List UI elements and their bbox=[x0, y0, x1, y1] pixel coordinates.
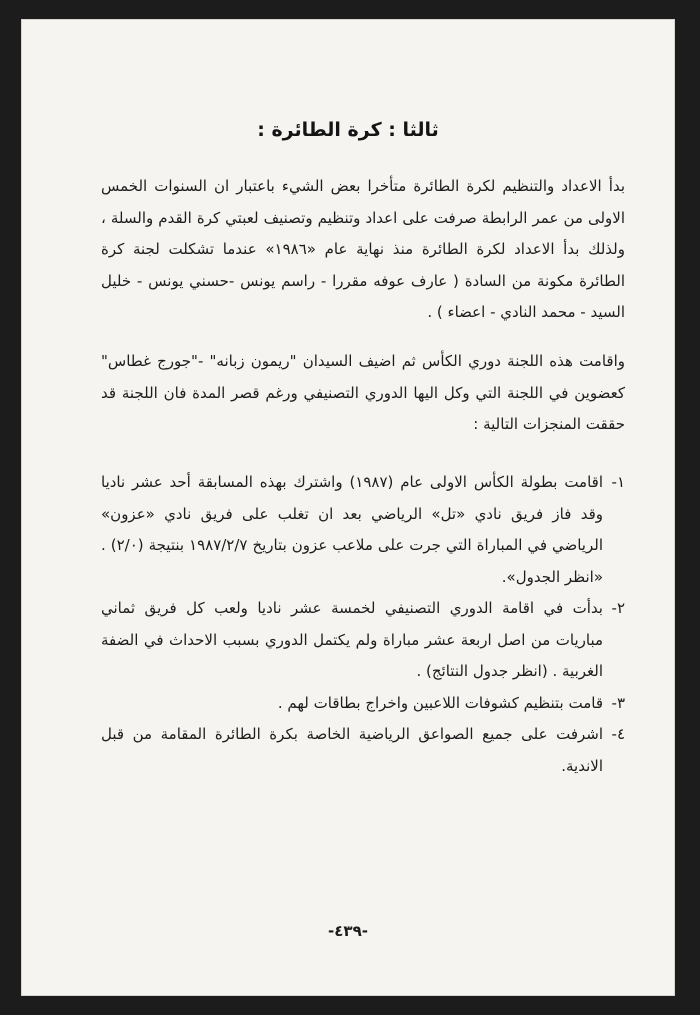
page-number: -٤٣٩- bbox=[328, 922, 368, 940]
paragraph-intro: بدأ الاعداد والتنظيم لكرة الطائرة متأخرا بعض الشيء باعتبار ان السنوات الخمس الاولى من عمر الرابطة صرفت على اعداد وتنظيم وتصنيف لعبتي كرة القدم والسلة ، ولذلك بدأ الاعداد لكرة الطائرة منذ نهاية عام «١٩٨٦» عندما تشكلت لجنة كرة الطائرة مكونة من السادة ( عارف عوفه مقررا - راسم يونس -حسني يونس - خليل السيد - محمد النادي - اعضاء ) . bbox=[101, 177, 625, 321]
list-item-text: بدأت في اقامة الدوري التصنيفي لخمسة عشر ناديا ولعب كل فريق ثماني مباريات من اصل اربعة عشر مباراة ولم يكتمل الدوري بسبب الاحداث في الضفة الغربية . (انظر جدول النتائج) . bbox=[101, 599, 603, 680]
list-item-number: ٣- bbox=[611, 693, 625, 712]
document-page bbox=[21, 19, 675, 996]
page-title: ثالثا : كرة الطائرة : bbox=[257, 119, 439, 141]
list-item-text: اشرفت على جميع الصواعق الرياضية الخاصة بكرة الطائرة المقامة من قبل الاندية. bbox=[101, 725, 603, 775]
achievements-list bbox=[101, 467, 625, 782]
list-item-number: ٤- bbox=[611, 725, 625, 743]
list-item-number: ٢- bbox=[611, 599, 625, 617]
list-item-text: اقامت بطولة الكأس الاولى عام (١٩٨٧) واشترك بهذه المسابقة أحد عشر ناديا وقد فاز فريق نادي «تل» الرياضي بعد ان تغلب على فريق نادي «عزون» الرياضي في المباراة التي جرت على ملاعب عزون بتاريخ ١٩٨٧/٢/٧ بنتيجة (٢/٠) . «انظر الجدول». bbox=[101, 473, 603, 586]
list-item bbox=[101, 593, 625, 688]
list-item-text: قامت بتنظيم كشوفات اللاعبين واخراج بطاقات لهم . bbox=[277, 693, 603, 712]
list-item bbox=[101, 688, 625, 720]
list-item bbox=[101, 719, 625, 782]
list-item-number: ١- bbox=[611, 473, 625, 491]
paragraph-committee: واقامت هذه اللجنة دوري الكأس ثم اضيف السيدان "ريمون زبانه" -"جورج غطاس" كعضوين في اللجنة التي وكل اليها الدوري التصنيفي ورغم قصر المدة فان اللجنة قد حققت المنجزات التالية : bbox=[101, 352, 625, 433]
list-item bbox=[101, 467, 625, 593]
